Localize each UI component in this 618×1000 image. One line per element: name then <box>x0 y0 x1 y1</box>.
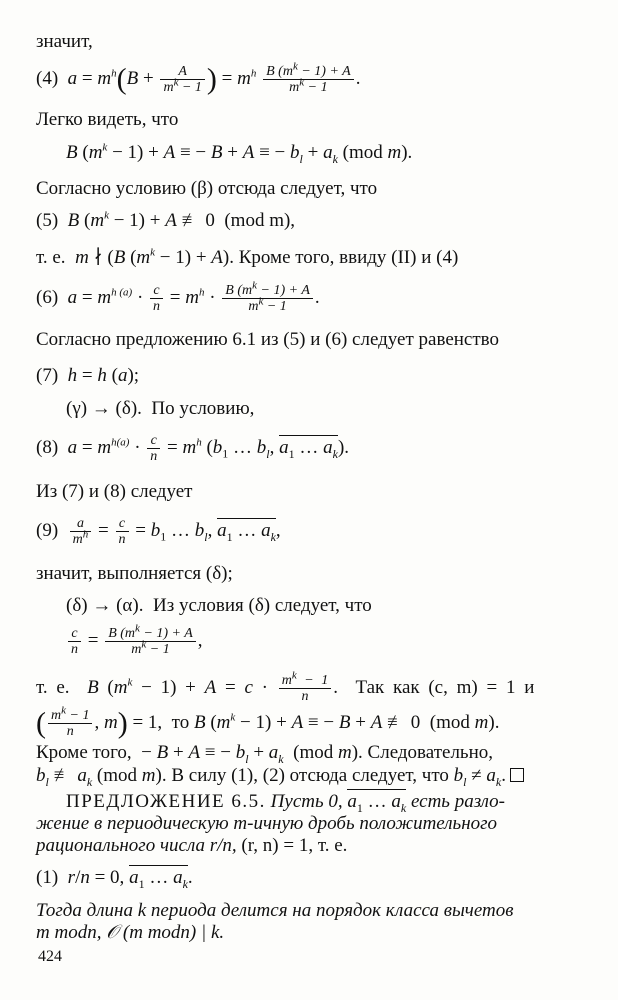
display-equation: $\frac{c}{n}$ = $\frac{B (m^k - 1) + A}{m^k - 1}$ , <box>66 626 582 657</box>
text-line: Согласно условию (β) отсюда следует, что <box>36 178 378 199</box>
text-line: значит, выполняется (δ); <box>36 563 233 584</box>
equation-7: (7) h = h (a); <box>36 365 140 386</box>
proposition-heading: ПРЕДЛОЖЕНИЕ 6.5. Пусть 0, $a_1$ … $a_k$ есть разло- <box>66 791 505 815</box>
text-line: $b_l$ ≢ $a_k$ (mod m). В силу (1), (2) отсюда следует, что $b_l \ne a_k$. <box>36 764 582 788</box>
text-line: (γ) → (δ). По условию, <box>66 398 255 419</box>
congruence-line: B $(m^k - 1) + A$ ≡ − B + A ≡ − $b_l + a_k$ (mod m). <box>66 141 413 166</box>
conclusion-text: Тогда длина k периода делится на порядок класса вычетов <box>36 900 514 921</box>
text-line: значит, <box>36 31 93 52</box>
equation-6: (6) $a = m^{h (a)}$ · $\frac{c}{n}$ = $m^h$ · $\frac{B (m^k - 1) + A}{m^k - 1}$ . <box>36 279 320 314</box>
equation-1: (1) r/n = 0, $a_1$ … $a_k$. <box>36 867 193 891</box>
text-line: Кроме того, − B + A ≡ − $b_l + a_k$ (mod m). Следовательно, <box>36 742 494 766</box>
equation-5: (5) B $(m^k - 1) + A$ ≢ 0 (mod m), <box>36 209 296 231</box>
qed-square-icon <box>510 768 524 782</box>
page-number: 424 <box>38 948 62 965</box>
proposition-text: жение в периодическую m-ичную дробь положительного <box>36 813 498 834</box>
equation-9: (9) $\frac{a}{m^h}$ = $\frac{c}{n}$ = $b_1$ … $b_l$, $a_1$ … $a_k$, <box>36 516 281 547</box>
text-line: ( $\frac{m^k - 1}{n}$ , m) = 1, то B $(m^k - 1) + A$ ≡ − B + A ≢ 0 (mod m). <box>36 704 500 740</box>
text-line: (δ) → (α). Из условия (δ) следует, что <box>66 595 372 616</box>
text-line: Согласно предложению 6.1 из (5) и (6) следует равенство <box>36 329 500 350</box>
text-line: Легко видеть, что <box>36 109 179 130</box>
text-line: т. е. B $(m^k - 1) + A = c$ · $\frac{m^k - 1}{n}$ . Так как (c, m) = 1 и <box>36 669 535 704</box>
conclusion-text: m modn, 𝒪 (m modn) | k. <box>36 922 225 943</box>
equation-4: (4) $a = m^h(B$ + $\frac{A}{m^k - 1}$ ) = $m^h$ $\frac{B (m^k - 1) + A}{m^k - 1}$ . <box>36 60 361 96</box>
text-line: т. е. m ∤ (B $(m^k - 1) + A$). Кроме того, ввиду (II) и (4) <box>36 246 459 268</box>
equation-8: (8) $a = m^{h(a)}$ · $\frac{c}{n}$ = $m^h$ ($b_1$ … $b_l$, $a_1$ … $a_k$). <box>36 433 350 464</box>
proposition-text: рационального числа r/n, (r, n) = 1, т. е. <box>36 835 348 856</box>
text-line: Из (7) и (8) следует <box>36 481 193 502</box>
